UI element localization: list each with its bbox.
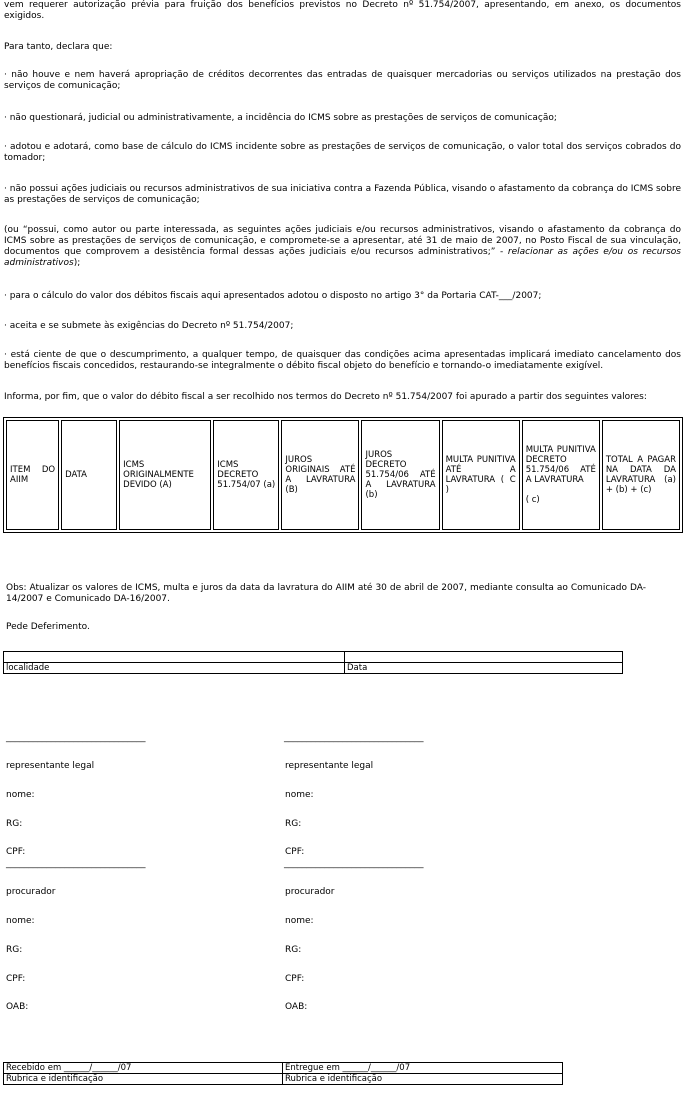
header-juros-decreto: JUROS DECRETO 51.754/06 ATÉ A LAVRATURA (b) [361,420,439,530]
informa-paragraph: Informa, por fim, que o valor do débito fiscal a ser recolhido nos termos do Decreto nº 51.754/2007 foi apurado a partir dos seguintes valores: [4,392,647,402]
oab-label-right: OAB: [285,1002,308,1012]
bullet-paragraph-6: · para o cálculo do valor dos débitos fiscais aqui apresentados adotou o disposto no artigo 3° da Portaria CAT-___/2007; [4,291,542,301]
intro-paragraph: vem requerer autorização prévia para fruição dos benefícios previstos no Decreto nº 51.754/2007, apresentando, em anexo, os documentos exigidos. [4,0,681,21]
header-multa-punitiva: MULTA PUNITIVA ATÉ A LAVRATURA ( C ) [442,420,520,530]
table-row [4,1063,563,1074]
procurador-nome-left: nome: [6,916,35,926]
data-label: Data [345,663,623,674]
header-total-a-pagar: TOTAL A PAGAR NA DATA DA LAVRATURA (a) + (b) + (c) [602,420,680,530]
entregue-field[interactable]: Entregue em ______/______/07 [283,1063,563,1074]
rubrica-left[interactable]: Rubrica e identificação [4,1074,283,1085]
procurador-rg-right: RG: [285,945,302,955]
procurador-rg-left: RG: [6,945,23,955]
bullet-paragraph-8: · está ciente de que o descumprimento, a qualquer tempo, de quaisquer das condições acima apresentadas implicará imediato cancelamento dos benefícios fiscais concedidos, restaurando-se integralmente o débito fiscal objeto do benefício e tornando-o imediatamente exigível. [4,350,681,371]
header-icms-original: ICMS ORIGINALMENTE DEVIDO (A) [119,420,211,530]
bullet-5-italic: relacionar as ações e/ou os recursos administrativos [4,247,681,268]
multa-decreto-label: MULTA PUNITIVA DECRETO 51.754/06 ATÉ A LAVRATURA [525,445,596,485]
rubrica-right[interactable]: Rubrica e identificação [283,1074,563,1085]
localidade-field[interactable] [4,652,345,663]
nome-label-left: nome: [6,790,35,800]
header-data: DATA [61,420,117,530]
cpf-label-right: CPF: [285,847,305,857]
procurador-label-right: procurador [285,887,335,897]
nome-label-right: nome: [285,790,314,800]
bullet-paragraph-1: · não houve e nem haverá apropriação de créditos decorrentes das entradas de quaisquer mercadorias ou serviços utilizados na prestação dos serviços de comunicação; [4,70,681,91]
oab-label-left: OAB: [6,1002,29,1012]
procurador-label-left: procurador [6,887,56,897]
procurador-nome-right: nome: [285,916,314,926]
header-juros-originais: JUROS ORIGINAIS ATÉ A LAVRATURA (B) [281,420,359,530]
header-item-aiim: ITEM DO AIIM [6,420,59,530]
recebido-field[interactable]: Recebido em ______/______/07 [4,1063,283,1074]
values-table [3,417,683,533]
cpf-label-left: CPF: [6,847,26,857]
table-row [6,420,680,530]
data-field[interactable] [345,652,623,663]
bullet-paragraph-3: · adotou e adotará, como base de cálculo do ICMS incidente sobre as prestações de serviços de comunicação, o valor total dos serviços cobrados do tomador; [4,142,681,163]
signature-line-right: _______________________________ [284,733,424,743]
multa-decreto-suffix: ( c) [525,495,540,505]
signature-line-left: _______________________________ [6,733,146,743]
pede-deferimento: Pede Deferimento. [6,622,90,632]
header-icms-decreto: ICMS DECRETO 51.754/07 (a) [213,420,279,530]
bullet-paragraph-2: · não questionará, judicial ou administrativamente, a incidência do ICMS sobre as prestações de serviços de comunicação; [4,113,557,123]
bullet-paragraph-4: · não possui ações judiciais ou recursos administrativos de sua iniciativa contra a Fazenda Pública, visando o afastamento da cobrança do ICMS sobre as prestações de serviços de comunicação; [4,184,681,205]
rg-label-right: RG: [285,819,302,829]
table-row [4,652,623,663]
procurador-cpf-right: CPF: [285,974,305,984]
obs-paragraph: Obs: Atualizar os valores de ICMS, multa e juros da data da lavratura do AIIM até 30 de abril de 2007, mediante consulta ao Comunicado DA-14/2007 e Comunicado DA-16/2007. [6,583,646,604]
signature-line-right-2: _______________________________ [284,859,424,869]
bullet-paragraph-7: · aceita e se submete às exigências do Decreto nº 51.754/2007; [4,321,294,331]
declare-paragraph: Para tanto, declara que: [4,42,113,52]
receipt-table [3,1062,563,1085]
bullet-5-text: (ou “possui, como autor ou parte interessada, as seguintes ações judiciais e/ou recursos administrativos, visando o afastamento da cobrança do ICMS sobre as prestações de serviços de comunicação, e compromete-se a apresentar, até 31 de maio de 2007, no Posto Fiscal de sua vinculação, documentos que comprovem a desistência formal dessas ações judiciais e/ou recursos administrativos;” - [4,225,681,257]
representante-label-left: representante legal [6,761,95,771]
table-row [4,663,623,674]
bullet-5-end: ); [73,258,81,268]
signature-line-left-2: _______________________________ [6,859,146,869]
bullet-paragraph-5 [4,225,681,269]
localidade-label: localidade [4,663,345,674]
header-multa-decreto [522,420,600,530]
table-row [4,1074,563,1085]
local-data-table [3,651,623,674]
rg-label-left: RG: [6,819,23,829]
representante-label-right: representante legal [285,761,374,771]
procurador-cpf-left: CPF: [6,974,26,984]
